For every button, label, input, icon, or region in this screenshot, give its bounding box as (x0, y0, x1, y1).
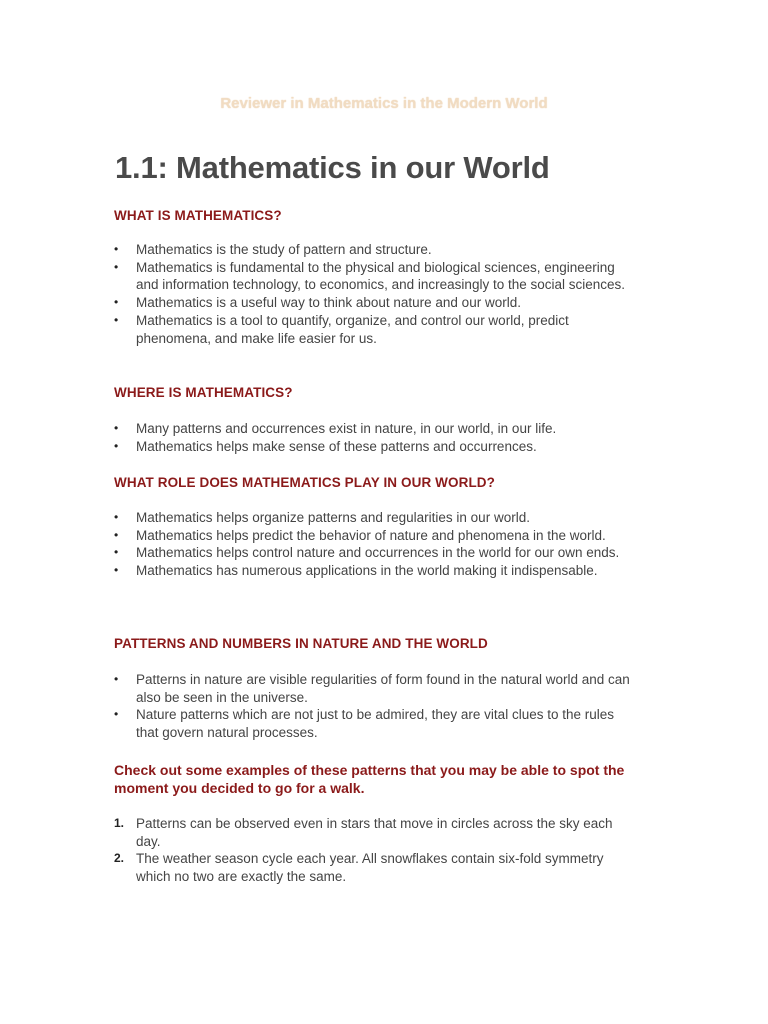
list-item: • Mathematics has numerous applications in the world making it indispensable. (114, 563, 598, 579)
list-item: • Mathematics helps predict the behavior of nature and phenomena in the world. (114, 527, 606, 543)
list-role-of-mathematics (114, 509, 654, 580)
list-item: • Mathematics helps organize patterns and regularities in our world. (114, 510, 530, 525)
callout-text: Check out some examples of these patterns that you may be able to spot the moment you decided to go for a walk. (114, 762, 625, 796)
list-item: • Patterns in nature are visible regularities of form found in the natural world and can also be seen in the universe. (114, 672, 630, 705)
section-heading-role-of-mathematics: WHAT ROLE DOES MATHEMATICS PLAY IN OUR WORLD? (114, 475, 495, 490)
list-item: 1. Patterns can be observed even in stars that move in circles across the sky each day. (114, 816, 613, 849)
numbered-examples-list (114, 815, 634, 886)
list-item: • Mathematics is a tool to quantify, organize, and control our world, predict phenomena, and make life easier for us. (114, 312, 569, 346)
bullet-icon: • (114, 672, 119, 686)
bullet-icon: • (114, 438, 119, 453)
bullet-icon: • (114, 510, 119, 524)
bullet-icon: • (114, 259, 119, 274)
bullet-icon: • (114, 527, 119, 542)
list-item: • Nature patterns which are not just to be admired, they are vital clues to the rules that govern natural processes. (114, 707, 614, 741)
list-number: 1. (114, 816, 125, 830)
bullet-icon: • (114, 312, 119, 327)
list-item: • Mathematics helps control nature and occurrences in the world for our own ends. (114, 545, 620, 561)
bullet-icon: • (114, 242, 119, 256)
page-title: 1.1: Mathematics in our World (115, 150, 550, 185)
bullet-icon: • (114, 707, 119, 722)
list-where-is-mathematics (114, 420, 634, 455)
bullet-icon: • (114, 421, 119, 435)
bullet-icon: • (114, 563, 119, 578)
list-item: • Mathematics is fundamental to the physical and biological sciences, engineering and information technology, to economics, and increasingly to the social sciences. (114, 259, 626, 293)
list-item: • Mathematics helps make sense of these patterns and occurrences. (114, 438, 537, 454)
list-item: • Mathematics is a useful way to think about nature and our world. (114, 295, 521, 311)
document-title: Reviewer in Mathematics in the Modern World (220, 95, 548, 112)
list-item: • Many patterns and occurrences exist in nature, in our world, in our life. (114, 421, 557, 436)
bullet-icon: • (114, 295, 119, 310)
list-item: • Mathematics is the study of pattern and structure. (114, 242, 432, 257)
section-heading-patterns-and-numbers: PATTERNS AND NUMBERS IN NATURE AND THE WORLD (114, 636, 488, 651)
section-heading-where-is-mathematics: WHERE IS MATHEMATICS? (114, 385, 293, 400)
section-heading-what-is-mathematics: WHAT IS MATHEMATICS? (114, 208, 282, 223)
bullet-icon: • (114, 545, 119, 560)
list-number: 2. (114, 851, 125, 866)
list-patterns-and-numbers (114, 671, 634, 742)
list-what-is-mathematics (114, 241, 634, 347)
list-item: 2. The weather season cycle each year. All snowflakes contain six-fold symmetry which no two are exactly the same. (114, 851, 604, 885)
